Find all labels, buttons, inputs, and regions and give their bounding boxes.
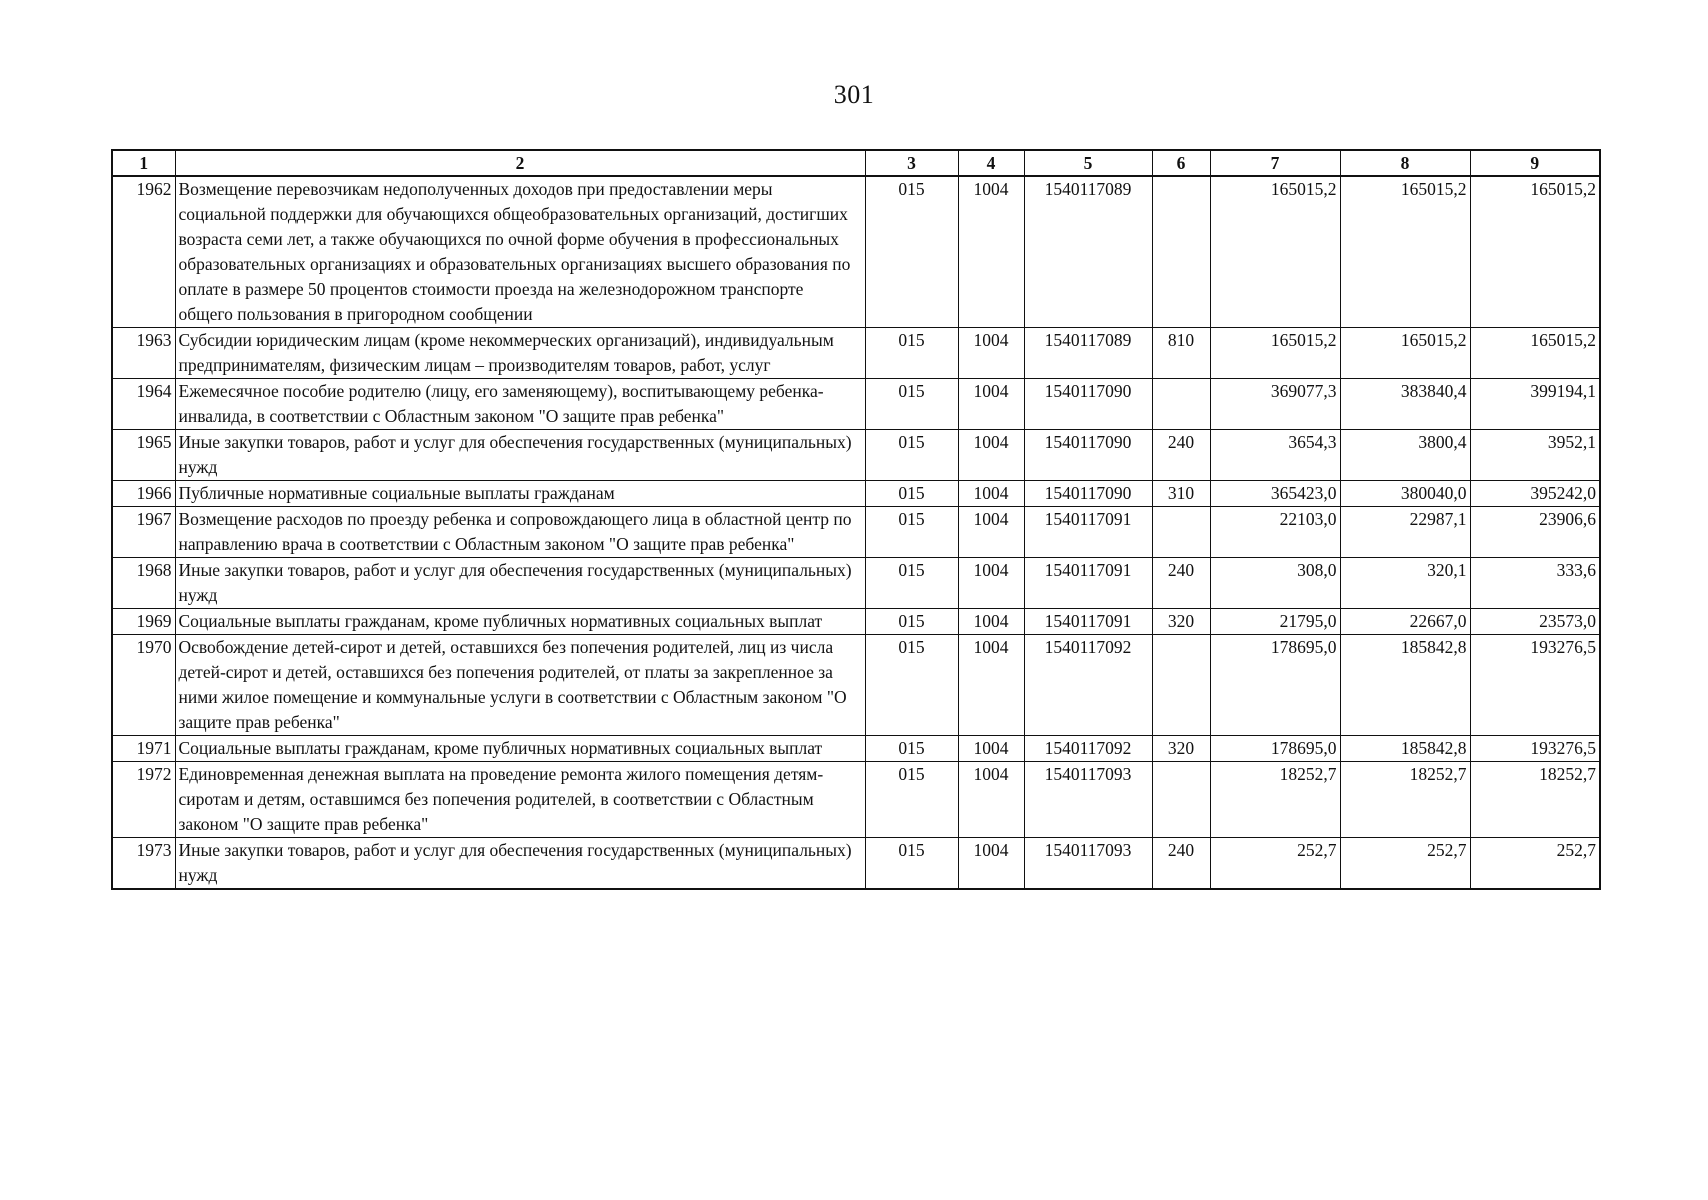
- section-code: 1004: [958, 379, 1024, 430]
- ministry-code: 015: [865, 481, 958, 507]
- section-code: 1004: [958, 430, 1024, 481]
- ministry-code: 015: [865, 736, 958, 762]
- ministry-code: 015: [865, 609, 958, 635]
- expense-type-code: 810: [1152, 328, 1210, 379]
- row-description: Иные закупки товаров, работ и услуг для обеспечения государственных (муниципальных) нужд: [175, 838, 865, 890]
- expense-type-code: [1152, 635, 1210, 736]
- row-number: 1968: [112, 558, 175, 609]
- row-number: 1964: [112, 379, 175, 430]
- section-code: 1004: [958, 507, 1024, 558]
- row-description: Социальные выплаты гражданам, кроме публичных нормативных социальных выплат: [175, 736, 865, 762]
- expense-type-code: [1152, 379, 1210, 430]
- amount-col9: 23906,6: [1470, 507, 1600, 558]
- section-code: 1004: [958, 328, 1024, 379]
- column-header: 1: [112, 150, 175, 176]
- amount-col8: 165015,2: [1340, 176, 1470, 328]
- target-article-code: 1540117089: [1024, 176, 1152, 328]
- amount-col9: 3952,1: [1470, 430, 1600, 481]
- amount-col8: 185842,8: [1340, 736, 1470, 762]
- row-number: 1966: [112, 481, 175, 507]
- table-row: [112, 736, 1600, 762]
- section-code: 1004: [958, 736, 1024, 762]
- table-row: [112, 507, 1600, 558]
- row-description: Социальные выплаты гражданам, кроме публичных нормативных социальных выплат: [175, 609, 865, 635]
- amount-col8: 320,1: [1340, 558, 1470, 609]
- amount-col7: 165015,2: [1210, 328, 1340, 379]
- target-article-code: 1540117093: [1024, 762, 1152, 838]
- amount-col8: 383840,4: [1340, 379, 1470, 430]
- column-header: 9: [1470, 150, 1600, 176]
- row-description: Ежемесячное пособие родителю (лицу, его заменяющему), воспитывающему ребенка-инвалида, в соответствии с Областным законом "О защите прав ребенка": [175, 379, 865, 430]
- expense-type-code: 320: [1152, 736, 1210, 762]
- amount-col8: 165015,2: [1340, 328, 1470, 379]
- amount-col9: 193276,5: [1470, 635, 1600, 736]
- target-article-code: 1540117092: [1024, 635, 1152, 736]
- table-row: [112, 558, 1600, 609]
- row-description: Иные закупки товаров, работ и услуг для обеспечения государственных (муниципальных) нужд: [175, 430, 865, 481]
- ministry-code: 015: [865, 838, 958, 890]
- section-code: 1004: [958, 176, 1024, 328]
- table-row: [112, 430, 1600, 481]
- row-number: 1962: [112, 176, 175, 328]
- amount-col9: 333,6: [1470, 558, 1600, 609]
- row-description: Субсидии юридическим лицам (кроме некоммерческих организаций), индивидуальным предпринимателям, физическим лицам – производителям товаров, работ, услуг: [175, 328, 865, 379]
- amount-col7: 18252,7: [1210, 762, 1340, 838]
- target-article-code: 1540117090: [1024, 481, 1152, 507]
- column-header: 2: [175, 150, 865, 176]
- target-article-code: 1540117089: [1024, 328, 1152, 379]
- column-header: 7: [1210, 150, 1340, 176]
- amount-col7: 308,0: [1210, 558, 1340, 609]
- amount-col9: 252,7: [1470, 838, 1600, 890]
- amount-col9: 395242,0: [1470, 481, 1600, 507]
- row-description: Единовременная денежная выплата на проведение ремонта жилого помещения детям-сиротам и детям, оставшимся без попечения родителей, в соответствии с Областным законом "О защите прав ребенка": [175, 762, 865, 838]
- row-number: 1973: [112, 838, 175, 890]
- row-number: 1970: [112, 635, 175, 736]
- table-row: [112, 328, 1600, 379]
- target-article-code: 1540117093: [1024, 838, 1152, 890]
- amount-col7: 369077,3: [1210, 379, 1340, 430]
- target-article-code: 1540117092: [1024, 736, 1152, 762]
- section-code: 1004: [958, 762, 1024, 838]
- amount-col8: 380040,0: [1340, 481, 1470, 507]
- table-row: [112, 838, 1600, 890]
- amount-col7: 165015,2: [1210, 176, 1340, 328]
- row-description: Возмещение перевозчикам недополученных доходов при предоставлении меры социальной поддержки для обучающихся общеобразовательных организаций, достигших возраста семи лет, а также обучающихся по очной форме обучения в профессиональных образовательных организациях и образовательных организациях высшего образования по оплате в размере 50 процентов стоимости проезда на железнодорожном транспорте общего пользования в пригородном сообщении: [175, 176, 865, 328]
- section-code: 1004: [958, 838, 1024, 890]
- column-header: 3: [865, 150, 958, 176]
- table-row: [112, 481, 1600, 507]
- expense-type-code: 310: [1152, 481, 1210, 507]
- column-header: 5: [1024, 150, 1152, 176]
- column-header: 6: [1152, 150, 1210, 176]
- budget-table: [111, 149, 1601, 890]
- row-number: 1972: [112, 762, 175, 838]
- amount-col8: 22667,0: [1340, 609, 1470, 635]
- ministry-code: 015: [865, 635, 958, 736]
- amount-col7: 3654,3: [1210, 430, 1340, 481]
- ministry-code: 015: [865, 507, 958, 558]
- amount-col9: 18252,7: [1470, 762, 1600, 838]
- amount-col7: 365423,0: [1210, 481, 1340, 507]
- amount-col7: 178695,0: [1210, 635, 1340, 736]
- section-code: 1004: [958, 635, 1024, 736]
- ministry-code: 015: [865, 762, 958, 838]
- table-row: [112, 635, 1600, 736]
- header-row: [112, 150, 1600, 176]
- column-header: 4: [958, 150, 1024, 176]
- row-description: Публичные нормативные социальные выплаты гражданам: [175, 481, 865, 507]
- expense-type-code: 320: [1152, 609, 1210, 635]
- page-number: 301: [833, 80, 875, 109]
- amount-col8: 3800,4: [1340, 430, 1470, 481]
- column-header: 8: [1340, 150, 1470, 176]
- target-article-code: 1540117091: [1024, 507, 1152, 558]
- expense-type-code: 240: [1152, 558, 1210, 609]
- table-row: [112, 379, 1600, 430]
- table-row: [112, 762, 1600, 838]
- amount-col8: 185842,8: [1340, 635, 1470, 736]
- amount-col9: 23573,0: [1470, 609, 1600, 635]
- ministry-code: 015: [865, 558, 958, 609]
- expense-type-code: 240: [1152, 838, 1210, 890]
- target-article-code: 1540117090: [1024, 430, 1152, 481]
- target-article-code: 1540117091: [1024, 609, 1152, 635]
- amount-col7: 21795,0: [1210, 609, 1340, 635]
- amount-col9: 165015,2: [1470, 328, 1600, 379]
- amount-col8: 252,7: [1340, 838, 1470, 890]
- table-row: [112, 176, 1600, 328]
- row-number: 1965: [112, 430, 175, 481]
- amount-col9: 165015,2: [1470, 176, 1600, 328]
- ministry-code: 015: [865, 430, 958, 481]
- row-number: 1963: [112, 328, 175, 379]
- amount-col8: 18252,7: [1340, 762, 1470, 838]
- amount-col9: 399194,1: [1470, 379, 1600, 430]
- row-number: 1967: [112, 507, 175, 558]
- expense-type-code: 240: [1152, 430, 1210, 481]
- row-description: Возмещение расходов по проезду ребенка и сопровождающего лица в областной центр по направлению врача в соответствии с Областным законом "О защите прав ребенка": [175, 507, 865, 558]
- amount-col8: 22987,1: [1340, 507, 1470, 558]
- amount-col9: 193276,5: [1470, 736, 1600, 762]
- row-description: Иные закупки товаров, работ и услуг для обеспечения государственных (муниципальных) нужд: [175, 558, 865, 609]
- expense-type-code: [1152, 176, 1210, 328]
- amount-col7: 252,7: [1210, 838, 1340, 890]
- expense-type-code: [1152, 762, 1210, 838]
- table-row: [112, 609, 1600, 635]
- section-code: 1004: [958, 481, 1024, 507]
- amount-col7: 178695,0: [1210, 736, 1340, 762]
- amount-col7: 22103,0: [1210, 507, 1340, 558]
- ministry-code: 015: [865, 176, 958, 328]
- row-number: 1971: [112, 736, 175, 762]
- ministry-code: 015: [865, 379, 958, 430]
- section-code: 1004: [958, 558, 1024, 609]
- target-article-code: 1540117090: [1024, 379, 1152, 430]
- section-code: 1004: [958, 609, 1024, 635]
- ministry-code: 015: [865, 328, 958, 379]
- target-article-code: 1540117091: [1024, 558, 1152, 609]
- expense-type-code: [1152, 507, 1210, 558]
- row-description: Освобождение детей-сирот и детей, оставшихся без попечения родителей, лиц из числа детей-сирот и детей, оставшихся без попечения родителей, от платы за закрепленное за ними жилое помещение и коммунальные услуги в соответствии с Областным законом "О защите прав ребенка": [175, 635, 865, 736]
- row-number: 1969: [112, 609, 175, 635]
